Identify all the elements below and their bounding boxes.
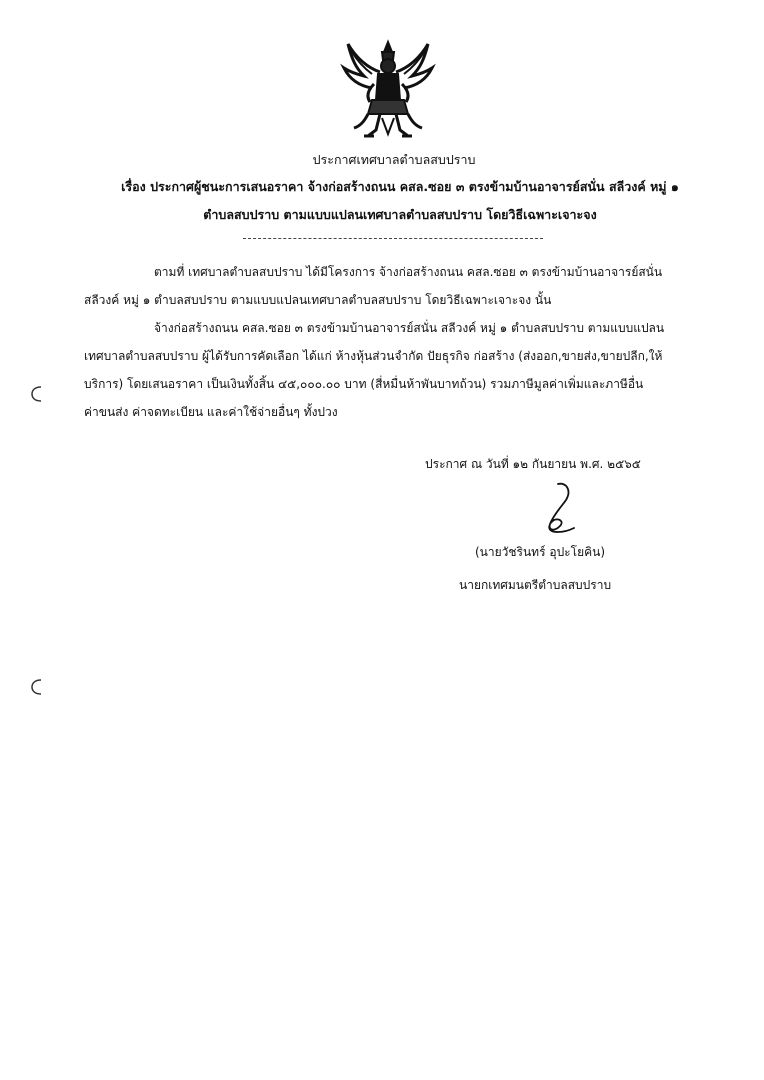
- handwritten-signature-icon: [538, 480, 578, 535]
- paragraph2-line2: เทศบาลตำบลสบปราบ ผู้ได้รับการคัดเลือก ได้แก่ ห้างหุ้นส่วนจำกัด ปัยธุรกิจ ก่อสร้าง (ส่งออก,ขายส่ง,ขายปลีก,ให้: [84, 349, 663, 363]
- subject-line-1: เรื่อง ประกาศผู้ชนะการเสนอราคา จ้างก่อสร้างถนน คสล.ซอย ๓ ตรงข้ามบ้านอาจารย์สนั่น สลีวงค์ หมู่ ๑: [121, 179, 679, 194]
- garuda-emblem-icon: [338, 38, 438, 142]
- paragraph2-line4: ค่าขนส่ง ค่าจดทะเบียน และค่าใช้จ่ายอื่นๆ ทั้งปวง: [84, 405, 338, 419]
- paragraph1-line1: ตามที่ เทศบาลตำบลสบปราบ ได้มีโครงการ จ้างก่อสร้างถนน คสล.ซอย ๓ ตรงข้ามบ้านอาจารย์สนั่น: [154, 265, 663, 279]
- signer-name: (นายวัชรินทร์ อุปะโยคิน): [475, 545, 606, 559]
- paragraph1-line2: สลีวงค์ หมู่ ๑ ตำบลสบปราบ ตามแบบแปลนเทศบาลตำบลสบปราบ โดยวิธีเฉพาะเจาะจง นั้น: [84, 293, 552, 307]
- paragraph-winner: [84, 314, 694, 426]
- paragraph-announcement: [84, 258, 694, 314]
- paragraph2-line3: บริการ) โดยเสนอราคา เป็นเงินทั้งสิ้น ๔๕,๐๐๐.๐๐ บาท (สี่หมื่นห้าพันบาทถ้วน) รวมภาษีมูลค่าเพิ่มและภาษีอื่น: [84, 377, 644, 391]
- subject-line-2: ตำบลสบปราบ ตามแบบแปลนเทศบาลตำบลสบปราบ โดยวิธีเฉพาะเจาะจง: [203, 207, 597, 222]
- punch-hole-mark-icon: [30, 678, 44, 696]
- dashed-divider: [243, 238, 543, 239]
- organization-title: ประกาศเทศบาลตำบลสบปราบ: [312, 152, 476, 167]
- signer-position: นายกเทศมนตรีตำบลสบปราบ: [459, 578, 612, 592]
- punch-hole-mark-icon: [30, 385, 44, 403]
- paragraph2-line1: จ้างก่อสร้างถนน คสล.ซอย ๓ ตรงข้ามบ้านอาจารย์สนั่น สลีวงค์ หมู่ ๑ ตำบลสบปราบ ตามแบบแปลน: [154, 321, 665, 335]
- announcement-date: ประกาศ ณ วันที่ ๑๒ กันยายน พ.ศ. ๒๕๖๕: [425, 457, 641, 471]
